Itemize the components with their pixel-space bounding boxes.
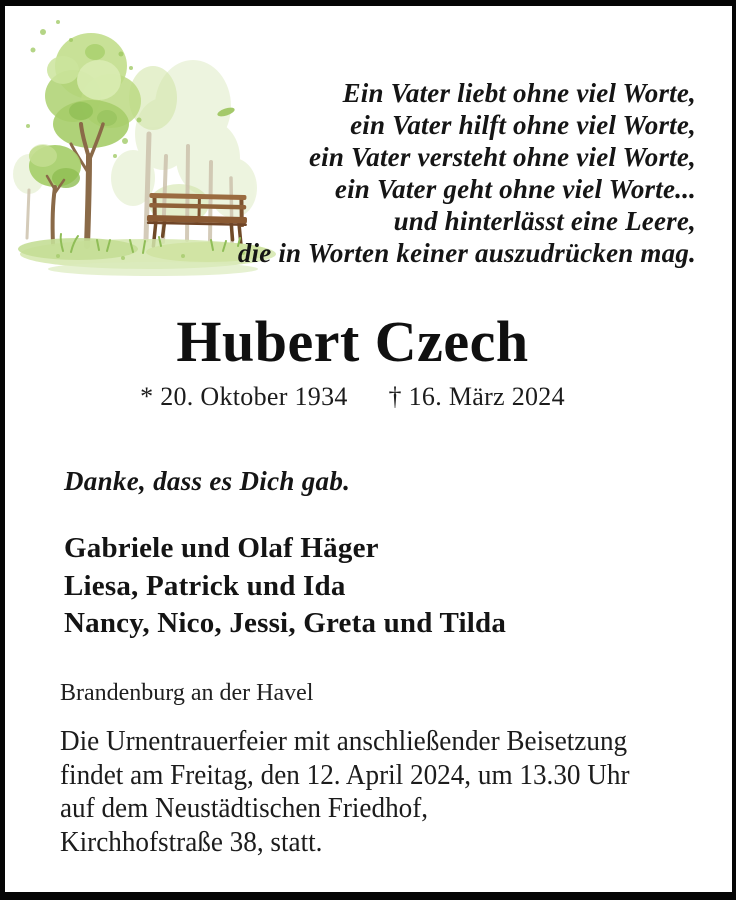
funeral-notice-line: auf dem Neustädtischen Friedhof, [60,793,429,824]
location-line: Brandenburg an der Havel [60,680,314,706]
funeral-notice [60,725,671,859]
birth-date: * 20. Oktober 1934 [140,381,348,411]
tribute-line: Danke, dass es Dich gab. [64,466,351,496]
poem-line: ein Vater hilft ohne viel Worte, [350,110,696,140]
poem-line: die in Worten keiner auszudrücken mag. [237,238,696,268]
death-date: † 16. März 2024 [388,381,565,411]
poem-line: Ein Vater liebt ohne viel Worte, [342,78,696,108]
mourner-line: Liesa, Patrick und Ida [64,569,346,602]
mourners-list [64,530,506,643]
funeral-notice-line: Kirchhofstraße 38, statt. [60,826,323,858]
poem-line: ein Vater versteht ohne viel Worte, [309,142,696,172]
mourner-line: Gabriele und Olaf Häger [64,532,379,564]
deceased-name: Hubert Czech [176,309,529,374]
poem-line: und hinterlässt eine Leere, [393,206,696,236]
name-block [5,310,732,412]
memorial-poem [238,77,696,269]
mourner-line: Nancy, Nico, Jessi, Greta und Tilda [64,607,507,639]
funeral-notice-line: findet am Freitag, den 12. April 2024, um 13.30 Uhr [60,759,630,791]
funeral-notice-line: Die Urnentrauerfeier mit anschließender Beisetzung [60,726,628,757]
poem-line: ein Vater geht ohne viel Worte... [334,174,696,204]
life-dates [5,382,700,412]
